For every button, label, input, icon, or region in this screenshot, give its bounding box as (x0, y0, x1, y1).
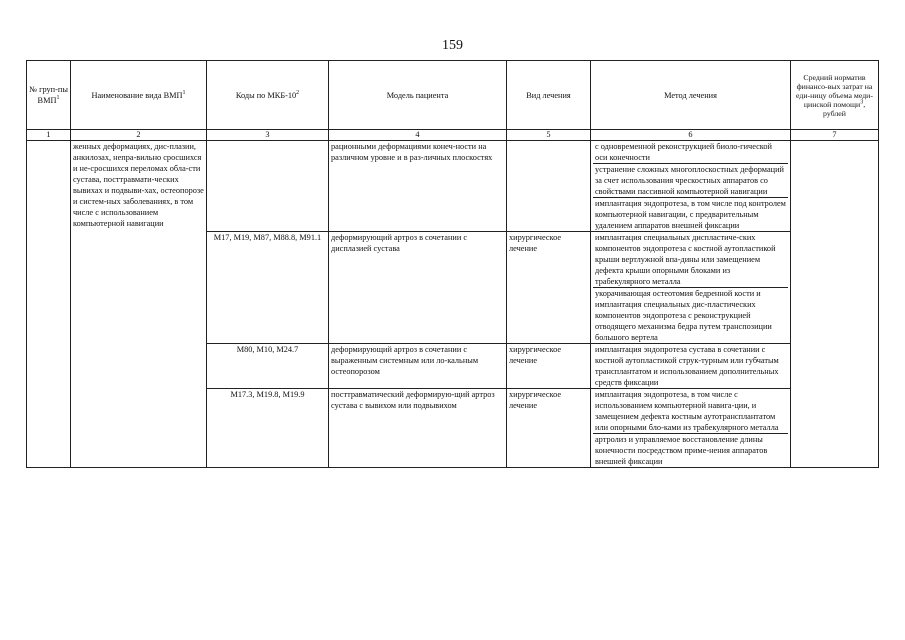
column-number: 3 (207, 130, 329, 141)
icd-codes-cell: M17, M19, M87, M88.8, M91.1 (207, 232, 329, 344)
cost-standard-cell (791, 141, 879, 468)
column-number: 7 (791, 130, 879, 141)
treatment-method-item: имплантация эндопротеза, в том числе с использованием компьютерной навига-ции, и замещением дефекта костным аутотрансплантатом или опорными бло-ками из трабекулярного металла (593, 389, 788, 434)
treatment-type-cell: хирургическое лечение (507, 344, 591, 389)
table-row (27, 141, 879, 232)
header-vmp-name: Наименование вида ВМП$^1$ (71, 61, 207, 130)
treatment-method-item: устранение сложных многоплоскостных деформаций за счет использования чрескостных аппаратов со свойствами пассивной компьютерной навигации (593, 164, 788, 198)
treatment-method-item: с одновременной реконструкцией биоло-гической оси конечности (593, 141, 788, 164)
icd-codes-cell: M17.3, M19.8, M19.9 (207, 389, 329, 468)
group-number-cell (27, 141, 71, 468)
treatment-method-cell (591, 232, 791, 344)
treatment-method-item: имплантация специальных диспластиче-ских компонентов эндопротеза с костной аутопластикой крыши вертлужной впа-дины или замещением дефекта крыши опорными блоками из трабекулярного металла (593, 232, 788, 288)
treatment-method-item: укорачивающая остеотомия бедренной кости и имплантация специальных дис-пластических компонентов эндопротеза с реконструкцией отводящего механизма бедра путем транспозиции большого вертела (595, 289, 772, 342)
icd-codes-cell (207, 141, 329, 232)
treatment-method-cell (591, 389, 791, 468)
column-number: 5 (507, 130, 591, 141)
vmp-name-cell: женных деформациях, дис-плазии, анкилозах, непра-вильно сросшихся и не-сросшихся переломах обла-сти сустава, посттравмати-ческих вывихах и подвыви-хах, остеопорозе и систем-ных заболеваниях, в том числе с использованием компьютерной навигации (71, 141, 207, 468)
page-number: 159 (442, 38, 463, 53)
header-treatment-method: Метод лечения (591, 61, 791, 130)
column-number-row (27, 130, 879, 141)
column-number: 4 (329, 130, 507, 141)
treatment-type-cell (507, 141, 591, 232)
vmp-table (26, 60, 879, 468)
patient-model-cell: деформирующий артроз в сочетании с выраженным системным или ло-кальным остеопорозом (329, 344, 507, 389)
patient-model-cell: посттравматический деформирую-щий артроз сустава с вывихом или подвывихом (329, 389, 507, 468)
treatment-method-cell (591, 344, 791, 389)
treatment-type-cell: хирургическое лечение (507, 389, 591, 468)
header-cost-standard: Средний норматив финансо-вых затрат на еди-ницу объема меди-цинской помощи$^3$, рублей (791, 61, 879, 130)
header-group-number: № груп-пы ВМП$^1$ (27, 61, 71, 130)
treatment-method-item: имплантация эндопротеза сустава в сочетании с костной аутопластикой струк-турным или губчатым трансплантатом и использованием дополнительных средств фиксации (595, 345, 779, 387)
header-patient-model: Модель пациента (329, 61, 507, 130)
treatment-method-cell (591, 141, 791, 232)
column-number: 1 (27, 130, 71, 141)
patient-model-cell: деформирующий артроз в сочетании с дисплазией сустава (329, 232, 507, 344)
treatment-method-item: имплантация эндопротеза, в том числе под контролем компьютерной навигации, с предварительным удалением аппаратов внешней фиксации (595, 199, 786, 230)
header-row (27, 61, 879, 130)
header-treatment-type: Вид лечения (507, 61, 591, 130)
patient-model-cell: рационными деформациями конеч-ности на различном уровне и в раз-личных плоскостях (329, 141, 507, 232)
treatment-method-item: артролиз и управляемое восстановление длины конечности посредством приме-нения аппаратов внешней фиксации (595, 435, 768, 466)
column-number: 6 (591, 130, 791, 141)
column-number: 2 (71, 130, 207, 141)
header-icd-codes: Коды по МКБ-$10^2$ (207, 61, 329, 130)
treatment-type-cell: хирургическое лечение (507, 232, 591, 344)
icd-codes-cell: M80, M10, M24.7 (207, 344, 329, 389)
